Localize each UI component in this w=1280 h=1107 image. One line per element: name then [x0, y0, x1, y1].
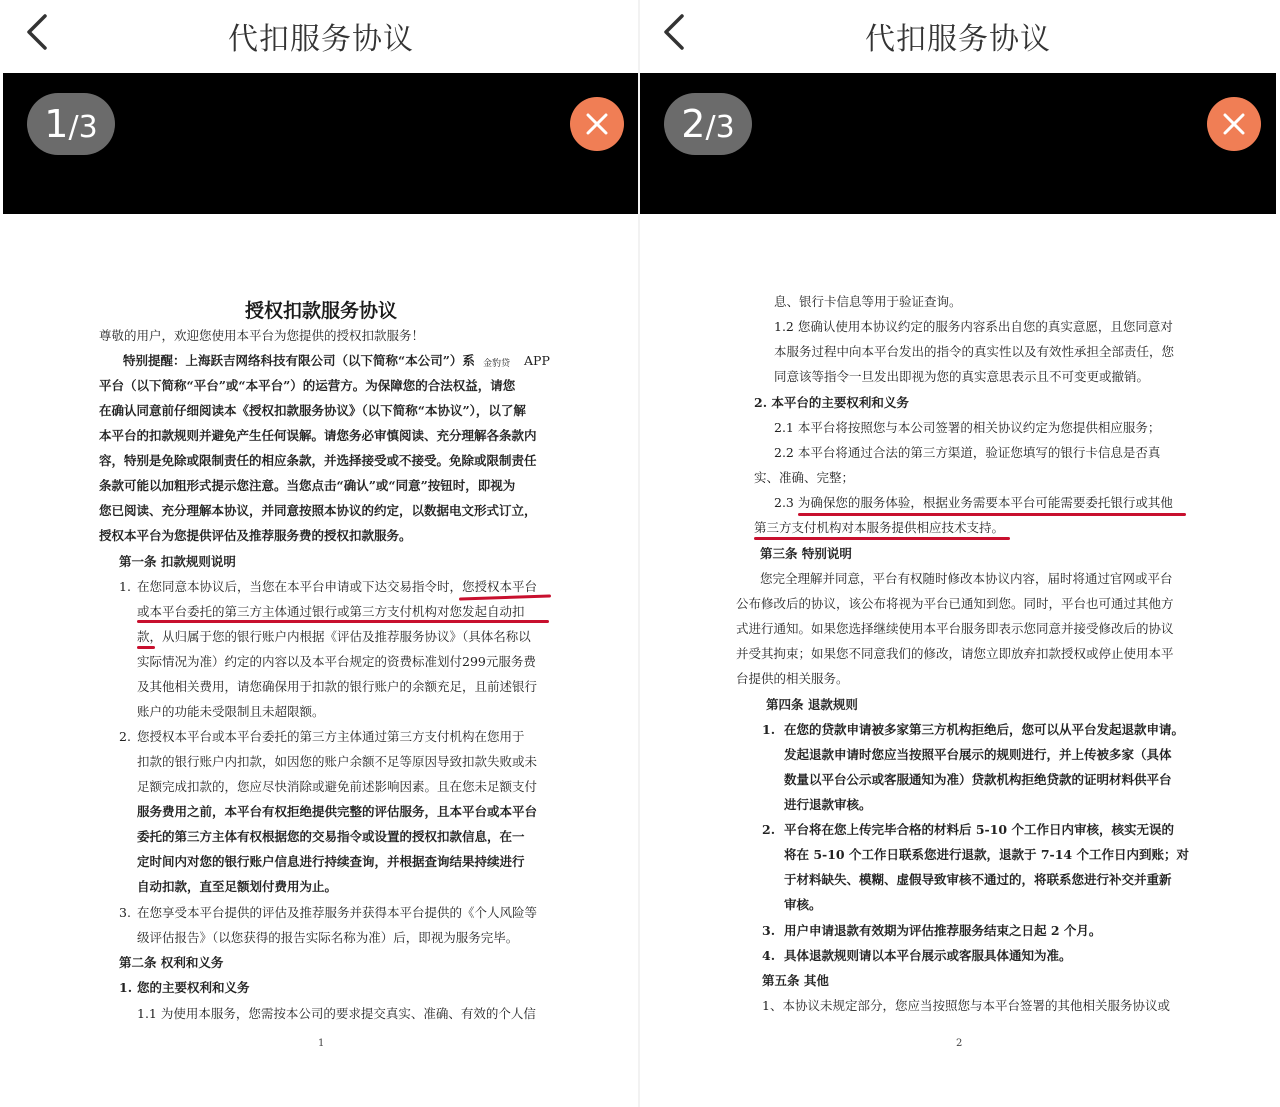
doc-line: 您授权本平台或本平台委托的第三方主体通过第三方支付机构在您用于 — [137, 729, 525, 744]
underline-mark — [798, 513, 1186, 516]
doc-line: 自动扣款，直至足额划付费用为止。 — [137, 879, 338, 894]
doc-line: 在确认同意前仔细阅读本《授权扣款服务协议》（以下简称“本协议”），以了解 — [99, 403, 526, 418]
doc-line: 第三方支付机构对本服务提供相应技术支持。 — [754, 520, 1005, 535]
list-number: 2. — [762, 822, 776, 837]
document-page-1[interactable] — [3, 214, 639, 1107]
doc-line: 级评估报告》（以您获得的报告实际名称为准）后，即视为服务完毕。 — [137, 930, 519, 945]
underline-mark — [137, 646, 155, 649]
doc-line: 1、本协议未规定部分，您应当按照您与本平台签署的其他相关服务协议或 — [762, 998, 1170, 1013]
doc-line: 式进行通知。如果您选择继续使用本平台服务即表示您同意并接受修改后的协议 — [736, 621, 1174, 636]
doc-line: 尊敬的用户，欢迎您使用本平台为您提供的授权扣款服务！ — [99, 328, 425, 343]
page-title: 代扣服务协议 — [865, 22, 1051, 57]
section-heading: 第三条 特别说明 — [760, 546, 852, 561]
doc-line: 平台（以下简称“平台”或“本平台”）的运营方。为保障您的合法权益，请您 — [99, 378, 516, 393]
viewer-panel-right — [640, 0, 1276, 1107]
page-number: 2 — [956, 1038, 963, 1049]
list-number: 4. — [762, 948, 776, 963]
page-title: 代扣服务协议 — [228, 22, 414, 57]
document-title: 授权扣款服务协议 — [244, 300, 397, 322]
counter-current: 1 — [44, 102, 69, 146]
doc-line: 数量以平台公示或客服通知为准）贷款机构拒绝贷款的证明材料供平台 — [784, 772, 1172, 787]
list-number: 3. — [762, 923, 776, 938]
doc-line: 公布修改后的协议，该公布将视为平台已通知到您。同时，平台也可通过其他方 — [736, 596, 1174, 611]
doc-line: 在您的贷款申请被多家第三方机构拒绝后，您可以从平台发起退款申请。 — [784, 722, 1185, 737]
doc-line: 2.2 本平台将通过合法的第三方渠道，验证您填写的银行卡信息是否真 — [774, 445, 1161, 460]
doc-line: 发起退款申请时您应当按照平台展示的规则进行，并上传被多家（具体 — [784, 747, 1172, 762]
section-heading: 第一条 扣款规则说明 — [119, 554, 236, 569]
counter-sep: / — [705, 109, 716, 145]
section-heading: 2. 本平台的主要权利和义务 — [754, 395, 909, 410]
doc-line: 实、准确、完整； — [754, 470, 855, 485]
counter-sep: / — [68, 109, 79, 145]
doc-line: 台提供的相关服务。 — [736, 671, 849, 686]
list-number: 1. — [119, 579, 131, 594]
list-number: 1. — [119, 980, 133, 995]
list-number: 2. — [119, 729, 131, 744]
doc-line: 服务费用之前，本平台有权拒绝提供完整的评估服务，且本平台或本平台 — [137, 804, 538, 819]
app-name: 金豹贷 — [483, 359, 511, 369]
doc-line: 将在 5-10 个工作日联系您进行退款，退款于 7-14 个工作日内到账；对 — [784, 847, 1189, 862]
counter-total: 3 — [78, 109, 98, 145]
doc-line: 1.2 您确认使用本协议约定的服务内容系出自您的真实意愿，且您同意对 — [774, 319, 1173, 334]
header — [3, 0, 639, 73]
doc-line: 实际情况为准）约定的内容以及本平台规定的资费标准划付299元服务费 — [137, 654, 536, 669]
doc-line: 账户的功能未受限制且未超限额。 — [137, 704, 325, 719]
app-suffix: APP — [524, 353, 550, 368]
page-counter — [664, 93, 752, 155]
doc-line: 您的主要权利和义务 — [137, 980, 250, 995]
doc-line: 款，从归属于您的银行账户内根据《评估及推荐服务协议》（具体名称以 — [137, 629, 531, 644]
close-icon — [583, 110, 611, 138]
doc-line: 扣款的银行账户内扣款，如因您的账户余额不足等原因导致扣款失败或未 — [137, 754, 538, 769]
list-number: 3. — [119, 905, 131, 920]
doc-line: 2.3 为确保您的服务体验，根据业务需要本平台可能需要委托银行或其他 — [774, 495, 1173, 510]
doc-line: 1.1 为使用本服务，您需按本公司的要求提交真实、准确、有效的个人信 — [137, 1006, 536, 1021]
section-heading: 第四条 退款规则 — [766, 697, 858, 712]
doc-line: 授权本平台为您提供评估及推荐服务费的授权扣款服务。 — [99, 528, 412, 543]
doc-line: 您已阅读、充分理解本协议，并同意按照本协议的约定，以数据电文形式订立， — [99, 503, 537, 518]
doc-line: 特别提醒：上海跃吉网络科技有限公司（以下简称“本公司”）系 — [123, 353, 475, 368]
close-icon — [1220, 110, 1248, 138]
doc-line: 息、银行卡信息等用于验证查询。 — [774, 294, 962, 309]
doc-line: 委托的第三方主体有权根据您的交易指令或设置的授权扣款信息，在一 — [137, 829, 525, 844]
doc-line: 本服务过程中向本平台发出的指令的真实性以及有效性承担全部责任，您 — [774, 344, 1175, 359]
document-page-2[interactable] — [640, 214, 1276, 1107]
doc-line: 2.1 本平台将按照您与本公司签署的相关协议约定为您提供相应服务； — [774, 420, 1161, 435]
doc-line: 足额完成扣款的，您应尽快消除或避免前述影响因素。且在您未足额支付 — [137, 779, 538, 794]
doc-line: 于材料缺失、模糊、虚假导致审核不通过的，将联系您进行补交并重新 — [784, 872, 1172, 887]
page-number: 1 — [318, 1038, 325, 1049]
doc-line: 并受其拘束；如果您不同意我们的修改，请您立即放弃扣款授权或停止使用本平 — [736, 646, 1174, 661]
close-button[interactable] — [570, 97, 624, 151]
viewer-panel-left — [3, 0, 639, 1107]
section-heading: 第五条 其他 — [762, 973, 829, 988]
doc-line: 审核。 — [784, 897, 822, 912]
doc-line: 在您享受本平台提供的评估及推荐服务并获得本平台提供的《个人风险等 — [137, 905, 538, 920]
counter-total: 3 — [715, 109, 735, 145]
doc-line: 平台将在您上传完毕合格的材料后 5-10 个工作日内审核，核实无误的 — [784, 822, 1174, 837]
counter-current: 2 — [681, 102, 706, 146]
underline-mark — [754, 537, 1010, 540]
doc-line: 同意该等指令一旦发出即视为您的真实意思表示且不可变更或撤销。 — [774, 369, 1150, 384]
doc-line: 容，特别是免除或限制责任的相应条款，并选择接受或不接受。免除或限制责任 — [99, 453, 537, 468]
page-counter — [27, 93, 115, 155]
doc-line: 具体退款规则请以本平台展示或客服具体通知为准。 — [784, 948, 1072, 963]
doc-line: 本平台的扣款规则并避免产生任何误解。请您务必审慎阅读、充分理解各条款内 — [99, 428, 537, 443]
header — [640, 0, 1276, 73]
doc-line: 定时间内对您的银行账户信息进行持续查询，并根据查询结果持续进行 — [137, 854, 525, 869]
doc-line: 在您同意本协议后，当您在本平台申请或下达交易指令时，您授权本平台 — [137, 579, 538, 594]
list-number: 1. — [762, 722, 776, 737]
close-button[interactable] — [1207, 97, 1261, 151]
doc-line: 您完全理解并同意，平台有权随时修改本协议内容，届时将通过官网或平台 — [760, 571, 1173, 586]
doc-line: 用户申请退款有效期为评估推荐服务结束之日起 2 个月。 — [784, 923, 1102, 938]
doc-line: 条款可能以加粗形式提示您注意。当您点击“确认”或“同意”按钮时，即视为 — [99, 478, 516, 493]
doc-line: 及其他相关费用，请您确保用于扣款的银行账户的余额充足，且前述银行 — [137, 679, 538, 694]
doc-line: 进行退款审核。 — [784, 797, 872, 812]
underline-mark — [137, 620, 549, 623]
section-heading: 第二条 权利和义务 — [119, 955, 224, 970]
doc-line: 或本平台委托的第三方主体通过银行或第三方支付机构对您发起自动扣 — [137, 604, 525, 619]
underline-mark — [459, 594, 551, 600]
